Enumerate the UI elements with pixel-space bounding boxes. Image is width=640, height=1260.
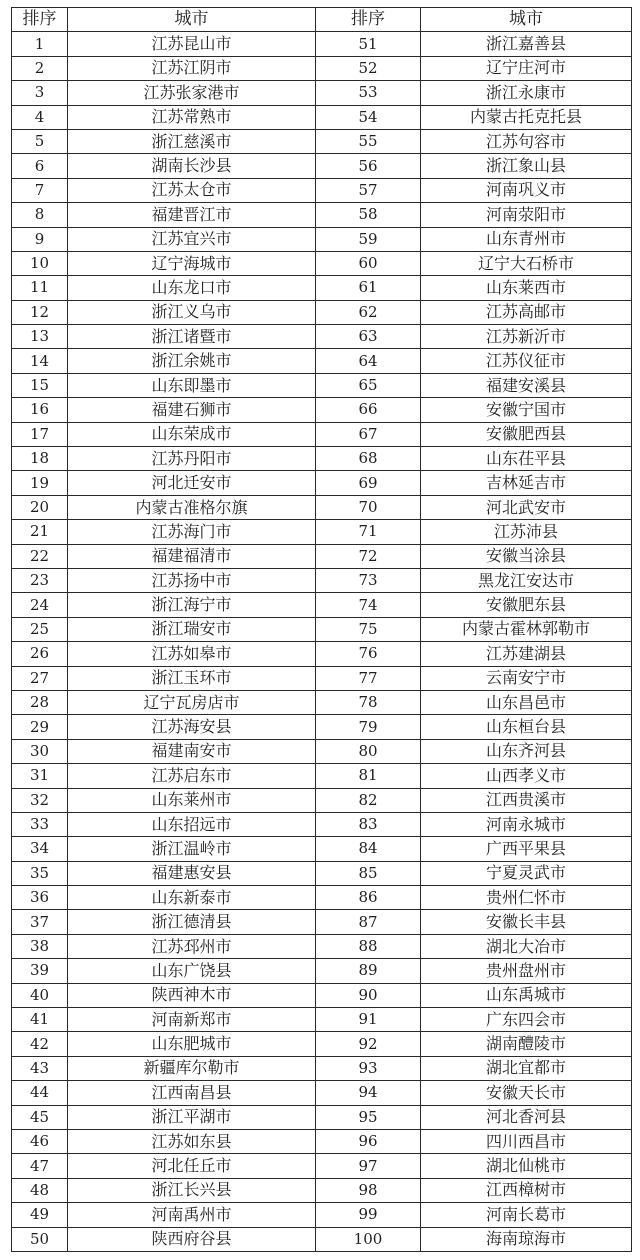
city-cell: 江苏如东县 — [68, 1129, 316, 1153]
table-row — [12, 154, 632, 178]
city-cell: 浙江德清县 — [68, 910, 316, 934]
city-cell: 山东广饶县 — [68, 959, 316, 983]
table-row — [12, 544, 632, 568]
rank-cell: 18 — [12, 447, 68, 471]
city-cell: 浙江平湖市 — [68, 1105, 316, 1129]
city-cell: 吉林延吉市 — [421, 471, 632, 495]
city-cell: 安徽长丰县 — [421, 910, 632, 934]
rank-cell: 87 — [316, 910, 421, 934]
city-cell: 湖南长沙县 — [68, 154, 316, 178]
table-row — [12, 983, 632, 1007]
table-row — [12, 81, 632, 105]
rank-cell: 58 — [316, 203, 421, 227]
rank-cell: 3 — [12, 81, 68, 105]
rank-cell: 81 — [316, 764, 421, 788]
rank-cell: 46 — [12, 1129, 68, 1153]
rank-cell: 29 — [12, 715, 68, 739]
city-cell: 山东即墨市 — [68, 373, 316, 397]
city-cell: 辽宁瓦房店市 — [68, 690, 316, 714]
table-row — [12, 1154, 632, 1178]
city-cell: 安徽肥东县 — [421, 593, 632, 617]
header-rank-right: 排序 — [316, 8, 421, 32]
rank-cell: 74 — [316, 593, 421, 617]
city-cell: 浙江温岭市 — [68, 837, 316, 861]
header-city-left: 城市 — [68, 8, 316, 32]
city-cell: 贵州仁怀市 — [421, 886, 632, 910]
city-cell: 四川西昌市 — [421, 1129, 632, 1153]
city-cell: 安徽肥西县 — [421, 422, 632, 446]
rank-cell: 13 — [12, 325, 68, 349]
city-cell: 江苏丹阳市 — [68, 447, 316, 471]
table-header — [12, 8, 632, 32]
rank-cell: 95 — [316, 1105, 421, 1129]
rank-cell: 100 — [316, 1227, 421, 1251]
table-row — [12, 617, 632, 641]
header-rank-left: 排序 — [12, 8, 68, 32]
city-cell: 江苏海门市 — [68, 520, 316, 544]
city-cell: 河南荥阳市 — [421, 203, 632, 227]
rank-cell: 80 — [316, 739, 421, 763]
city-cell: 辽宁庄河市 — [421, 56, 632, 80]
table-row — [12, 203, 632, 227]
rank-cell: 49 — [12, 1203, 68, 1227]
table-row — [12, 495, 632, 519]
city-cell: 江苏高邮市 — [421, 300, 632, 324]
rank-cell: 55 — [316, 129, 421, 153]
city-cell: 浙江义乌市 — [68, 300, 316, 324]
city-cell: 新疆库尔勒市 — [68, 1056, 316, 1080]
rank-cell: 33 — [12, 812, 68, 836]
city-cell: 江苏仪征市 — [421, 349, 632, 373]
table-row — [12, 276, 632, 300]
rank-cell: 59 — [316, 227, 421, 251]
rank-cell: 20 — [12, 495, 68, 519]
city-cell: 浙江象山县 — [421, 154, 632, 178]
rank-cell: 56 — [316, 154, 421, 178]
rank-cell: 48 — [12, 1178, 68, 1202]
table-row — [12, 227, 632, 251]
city-cell: 陕西神木市 — [68, 983, 316, 1007]
city-cell: 山东招远市 — [68, 812, 316, 836]
rank-cell: 27 — [12, 666, 68, 690]
table-row — [12, 105, 632, 129]
city-cell: 湖南醴陵市 — [421, 1032, 632, 1056]
city-cell: 黑龙江安达市 — [421, 568, 632, 592]
table-row — [12, 422, 632, 446]
rank-cell: 98 — [316, 1178, 421, 1202]
city-cell: 浙江玉环市 — [68, 666, 316, 690]
rank-cell: 35 — [12, 861, 68, 885]
city-cell: 江苏沛县 — [421, 520, 632, 544]
rank-cell: 69 — [316, 471, 421, 495]
city-cell: 贵州盘州市 — [421, 959, 632, 983]
header-row — [12, 8, 632, 32]
city-cell: 河北迁安市 — [68, 471, 316, 495]
city-cell: 江苏建湖县 — [421, 642, 632, 666]
city-cell: 广东四会市 — [421, 1008, 632, 1032]
city-cell: 宁夏灵武市 — [421, 861, 632, 885]
rank-cell: 92 — [316, 1032, 421, 1056]
rank-cell: 79 — [316, 715, 421, 739]
city-cell: 福建晋江市 — [68, 203, 316, 227]
city-cell: 浙江慈溪市 — [68, 129, 316, 153]
table-row — [12, 349, 632, 373]
rank-cell: 8 — [12, 203, 68, 227]
city-cell: 河北香河县 — [421, 1105, 632, 1129]
city-cell: 江苏江阴市 — [68, 56, 316, 80]
table-row — [12, 1129, 632, 1153]
rank-cell: 5 — [12, 129, 68, 153]
table-row — [12, 886, 632, 910]
rank-cell: 62 — [316, 300, 421, 324]
city-cell: 山东龙口市 — [68, 276, 316, 300]
table-row — [12, 129, 632, 153]
rank-cell: 16 — [12, 398, 68, 422]
table-row — [12, 764, 632, 788]
city-cell: 浙江诸暨市 — [68, 325, 316, 349]
city-cell: 山西孝义市 — [421, 764, 632, 788]
city-cell: 内蒙古托克托县 — [421, 105, 632, 129]
rank-cell: 31 — [12, 764, 68, 788]
rank-cell: 65 — [316, 373, 421, 397]
city-cell: 湖北大冶市 — [421, 934, 632, 958]
rank-cell: 37 — [12, 910, 68, 934]
table-row — [12, 910, 632, 934]
rank-cell: 70 — [316, 495, 421, 519]
rank-cell: 47 — [12, 1154, 68, 1178]
table-row — [12, 666, 632, 690]
city-cell: 湖北宜都市 — [421, 1056, 632, 1080]
rank-cell: 19 — [12, 471, 68, 495]
table-row — [12, 520, 632, 544]
rank-cell: 96 — [316, 1129, 421, 1153]
rank-cell: 99 — [316, 1203, 421, 1227]
city-cell: 山东肥城市 — [68, 1032, 316, 1056]
rank-cell: 40 — [12, 983, 68, 1007]
city-cell: 江苏如皋市 — [68, 642, 316, 666]
rank-cell: 22 — [12, 544, 68, 568]
rank-cell: 34 — [12, 837, 68, 861]
city-cell: 河北武安市 — [421, 495, 632, 519]
table-row — [12, 1203, 632, 1227]
rank-cell: 30 — [12, 739, 68, 763]
rank-cell: 90 — [316, 983, 421, 1007]
city-cell: 福建福清市 — [68, 544, 316, 568]
city-cell: 河南新郑市 — [68, 1008, 316, 1032]
city-cell: 浙江长兴县 — [68, 1178, 316, 1202]
rank-cell: 10 — [12, 251, 68, 275]
rank-cell: 94 — [316, 1081, 421, 1105]
city-cell: 福建惠安县 — [68, 861, 316, 885]
table-body — [12, 32, 632, 1252]
rank-cell: 41 — [12, 1008, 68, 1032]
city-cell: 浙江嘉善县 — [421, 32, 632, 56]
table-row — [12, 812, 632, 836]
rank-cell: 45 — [12, 1105, 68, 1129]
rank-cell: 15 — [12, 373, 68, 397]
city-cell: 安徽当涂县 — [421, 544, 632, 568]
city-cell: 山东茌平县 — [421, 447, 632, 471]
rank-cell: 97 — [316, 1154, 421, 1178]
table-row — [12, 251, 632, 275]
rank-cell: 32 — [12, 788, 68, 812]
rank-cell: 89 — [316, 959, 421, 983]
table-row — [12, 1032, 632, 1056]
table-row — [12, 300, 632, 324]
rank-cell: 73 — [316, 568, 421, 592]
rank-cell: 88 — [316, 934, 421, 958]
rank-cell: 57 — [316, 178, 421, 202]
rank-cell: 36 — [12, 886, 68, 910]
table-row — [12, 739, 632, 763]
city-cell: 山东桓台县 — [421, 715, 632, 739]
rank-cell: 76 — [316, 642, 421, 666]
rank-cell: 17 — [12, 422, 68, 446]
rank-cell: 52 — [316, 56, 421, 80]
table-row — [12, 788, 632, 812]
table-row — [12, 690, 632, 714]
city-cell: 江苏宜兴市 — [68, 227, 316, 251]
rank-cell: 71 — [316, 520, 421, 544]
rank-cell: 86 — [316, 886, 421, 910]
table-row — [12, 593, 632, 617]
city-cell: 福建石狮市 — [68, 398, 316, 422]
city-cell: 山东齐河县 — [421, 739, 632, 763]
table-row — [12, 837, 632, 861]
rank-cell: 75 — [316, 617, 421, 641]
table-row — [12, 1056, 632, 1080]
county-ranking-table — [11, 7, 632, 1252]
rank-cell: 67 — [316, 422, 421, 446]
rank-cell: 43 — [12, 1056, 68, 1080]
city-cell: 浙江海宁市 — [68, 593, 316, 617]
city-cell: 江西樟树市 — [421, 1178, 632, 1202]
rank-cell: 93 — [316, 1056, 421, 1080]
rank-cell: 23 — [12, 568, 68, 592]
city-cell: 江苏昆山市 — [68, 32, 316, 56]
rank-cell: 38 — [12, 934, 68, 958]
rank-cell: 39 — [12, 959, 68, 983]
table-row — [12, 56, 632, 80]
table-row — [12, 373, 632, 397]
city-cell: 山东莱州市 — [68, 788, 316, 812]
city-cell: 湖北仙桃市 — [421, 1154, 632, 1178]
city-cell: 山东莱西市 — [421, 276, 632, 300]
city-cell: 河南长葛市 — [421, 1203, 632, 1227]
city-cell: 云南安宁市 — [421, 666, 632, 690]
city-cell: 福建南安市 — [68, 739, 316, 763]
rank-cell: 64 — [316, 349, 421, 373]
city-cell: 江苏句容市 — [421, 129, 632, 153]
city-cell: 山东新泰市 — [68, 886, 316, 910]
table-row — [12, 1081, 632, 1105]
rank-cell: 72 — [316, 544, 421, 568]
rank-cell: 21 — [12, 520, 68, 544]
city-cell: 浙江瑞安市 — [68, 617, 316, 641]
city-cell: 内蒙古准格尔旗 — [68, 495, 316, 519]
rank-cell: 63 — [316, 325, 421, 349]
city-cell: 江苏海安县 — [68, 715, 316, 739]
table-row — [12, 1178, 632, 1202]
city-cell: 山东昌邑市 — [421, 690, 632, 714]
rank-cell: 68 — [316, 447, 421, 471]
rank-cell: 12 — [12, 300, 68, 324]
city-cell: 安徽宁国市 — [421, 398, 632, 422]
city-cell: 海南琼海市 — [421, 1227, 632, 1251]
city-cell: 浙江余姚市 — [68, 349, 316, 373]
rank-cell: 42 — [12, 1032, 68, 1056]
city-cell: 福建安溪县 — [421, 373, 632, 397]
rank-cell: 53 — [316, 81, 421, 105]
city-cell: 河南禹州市 — [68, 1203, 316, 1227]
table-row — [12, 861, 632, 885]
rank-cell: 6 — [12, 154, 68, 178]
city-cell: 山东荣成市 — [68, 422, 316, 446]
city-cell: 河南永城市 — [421, 812, 632, 836]
rank-cell: 83 — [316, 812, 421, 836]
table-row — [12, 1008, 632, 1032]
city-cell: 山东青州市 — [421, 227, 632, 251]
rank-cell: 25 — [12, 617, 68, 641]
rank-cell: 1 — [12, 32, 68, 56]
city-cell: 河南巩义市 — [421, 178, 632, 202]
table-row — [12, 642, 632, 666]
rank-cell: 91 — [316, 1008, 421, 1032]
city-cell: 江苏新沂市 — [421, 325, 632, 349]
table-row — [12, 398, 632, 422]
city-cell: 陕西府谷县 — [68, 1227, 316, 1251]
rank-cell: 11 — [12, 276, 68, 300]
city-cell: 内蒙古霍林郭勒市 — [421, 617, 632, 641]
city-cell: 江苏邳州市 — [68, 934, 316, 958]
city-cell: 江西南昌县 — [68, 1081, 316, 1105]
rank-cell: 82 — [316, 788, 421, 812]
rank-cell: 2 — [12, 56, 68, 80]
table-row — [12, 934, 632, 958]
city-cell: 辽宁海城市 — [68, 251, 316, 275]
city-cell: 安徽天长市 — [421, 1081, 632, 1105]
table-row — [12, 447, 632, 471]
city-cell: 浙江永康市 — [421, 81, 632, 105]
rank-cell: 7 — [12, 178, 68, 202]
table-row — [12, 178, 632, 202]
rank-cell: 77 — [316, 666, 421, 690]
rank-cell: 85 — [316, 861, 421, 885]
header-city-right: 城市 — [421, 8, 632, 32]
table-row — [12, 1227, 632, 1251]
rank-cell: 24 — [12, 593, 68, 617]
table-row — [12, 568, 632, 592]
rank-cell: 9 — [12, 227, 68, 251]
rank-cell: 51 — [316, 32, 421, 56]
rank-cell: 50 — [12, 1227, 68, 1251]
rank-cell: 61 — [316, 276, 421, 300]
rank-cell: 60 — [316, 251, 421, 275]
table-row — [12, 325, 632, 349]
city-cell: 广西平果县 — [421, 837, 632, 861]
rank-cell: 26 — [12, 642, 68, 666]
city-cell: 辽宁大石桥市 — [421, 251, 632, 275]
city-cell: 江苏太仓市 — [68, 178, 316, 202]
city-cell: 江苏常熟市 — [68, 105, 316, 129]
rank-cell: 14 — [12, 349, 68, 373]
city-cell: 河北任丘市 — [68, 1154, 316, 1178]
rank-cell: 66 — [316, 398, 421, 422]
rank-cell: 44 — [12, 1081, 68, 1105]
city-cell: 山东禹城市 — [421, 983, 632, 1007]
city-cell: 江苏扬中市 — [68, 568, 316, 592]
table-row — [12, 959, 632, 983]
table-row — [12, 32, 632, 56]
rank-cell: 84 — [316, 837, 421, 861]
city-cell: 江苏张家港市 — [68, 81, 316, 105]
city-cell: 江西贵溪市 — [421, 788, 632, 812]
city-cell: 江苏启东市 — [68, 764, 316, 788]
rank-cell: 4 — [12, 105, 68, 129]
rank-cell: 54 — [316, 105, 421, 129]
table-row — [12, 715, 632, 739]
rank-cell: 78 — [316, 690, 421, 714]
table-row — [12, 471, 632, 495]
table-row — [12, 1105, 632, 1129]
rank-cell: 28 — [12, 690, 68, 714]
